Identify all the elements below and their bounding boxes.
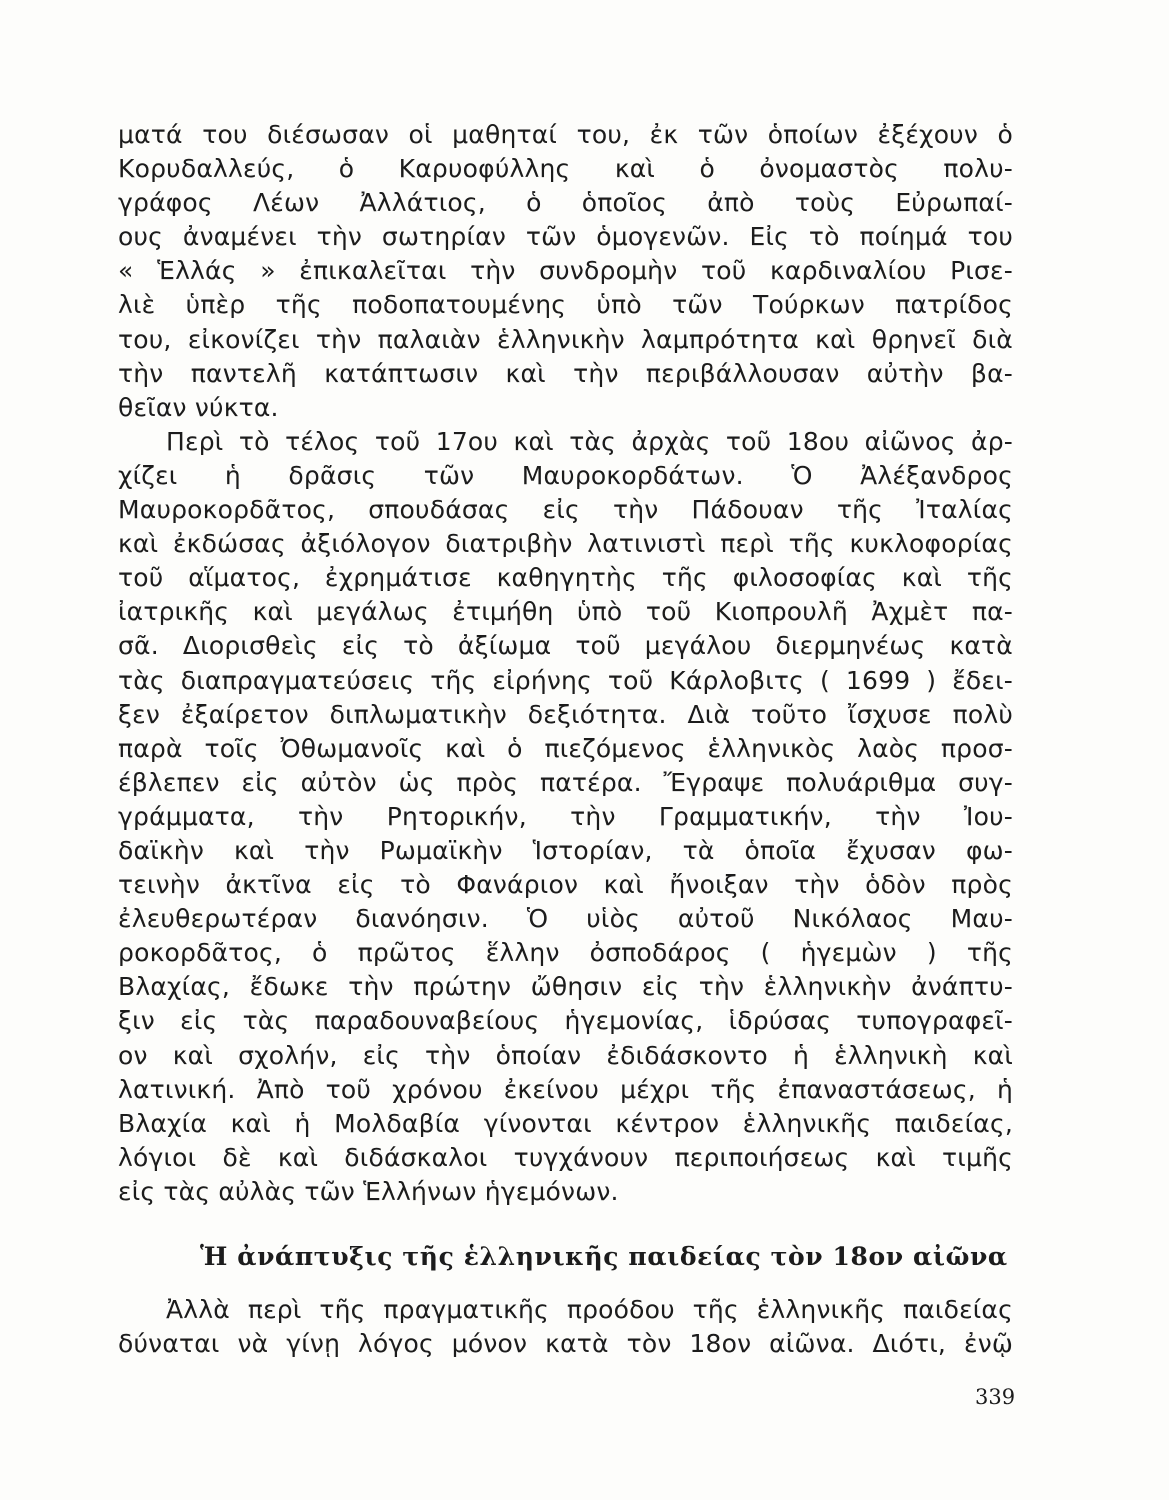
section-heading: Ἡ ἀνάπτυξις τῆς ἑλληνικῆς παιδείας τὸν 18ον αἰῶνα <box>200 1242 1008 1271</box>
text-line: λόγιοι δὲ καὶ διδάσκαλοι τυγχάνουν περιποιήσεως καὶ τιμῆς <box>118 1142 1013 1172</box>
text-line: σᾶ. Διορισθεὶς εἰς τὸ ἀξίωμα τοῦ μεγάλου διερμηνέως κατὰ <box>118 631 1013 661</box>
text-line: τεινὴν ἀκτῖνα εἰς τὸ Φανάριον καὶ ἤνοιξαν τὴν ὁδὸν πρὸς <box>118 870 1013 900</box>
text-line: ους ἀναμένει τὴν σωτηρίαν τῶν ὁμογενῶν. Εἰς τὸ ποίημά του <box>118 222 1013 252</box>
text-line: « Ἑλλάς » ἐπικαλεῖται τὴν συνδρομὴν τοῦ καρδιναλίου Ρισε- <box>118 256 1013 286</box>
text-line: τὰς διαπραγματεύσεις τῆς εἰρήνης τοῦ Κάρλοβιτς ( 1699 ) ἔδει- <box>118 665 1013 695</box>
page-number: 339 <box>975 1385 1016 1409</box>
text-line: γράφος Λέων Ἀλλάτιος, ὁ ὁποῖος ἀπὸ τοὺς Εὐρωπαί- <box>118 188 1013 218</box>
text-line: τοῦ αἵματος, ἐχρημάτισε καθηγητὴς τῆς φιλοσοφίας καὶ τῆς <box>118 563 1013 593</box>
text-line: γράμματα, τὴν Ρητορικήν, τὴν Γραμματικήν, τὴν Ἰου- <box>118 801 1013 831</box>
text-line: Βλαχία καὶ ἡ Μολδαβία γίνονται κέντρον ἑλληνικῆς παιδείας, <box>118 1108 1013 1138</box>
text-line: ἰατρικῆς καὶ μεγάλως ἐτιμήθη ὑπὸ τοῦ Κιοπρουλῆ Ἀχμὲτ πα- <box>118 597 1013 627</box>
text-line: Κορυδαλλεύς, ὁ Καρυοφύλλης καὶ ὁ ὀνομαστὸς πολυ- <box>118 154 1013 184</box>
text-line: ροκορδᾶτος, ὁ πρῶτος ἕλλην ὀσποδάρος ( ἡγεμὼν ) τῆς <box>118 938 1013 968</box>
text-line: θεῖαν νύκτα. <box>118 392 279 422</box>
text-line: εἰς τὰς αὐλὰς τῶν Ἑλλήνων ἡγεμόνων. <box>118 1176 619 1206</box>
text-line: καὶ ἐκδώσας ἀξιόλογον διατριβὴν λατινιστὶ περὶ τῆς κυκλοφορίας <box>118 529 1013 559</box>
text-line: Μαυροκορδᾶτος, σπουδάσας εἰς τὴν Πάδουαν τῆς Ἰταλίας <box>118 495 1013 525</box>
section-text <box>118 1293 1013 1361</box>
text-line: έβλεπεν εἰς αὐτὸν ὡς πρὸς πατέρα. Ἔγραψε πολυάριθμα συγ- <box>118 767 1013 797</box>
text-line: τὴν παντελῆ κατάπτωσιν καὶ τὴν περιβάλλουσαν αὐτὴν βα- <box>118 358 1013 388</box>
text-line: του, εἰκονίζει τὴν παλαιὰν ἑλληνικὴν λαμπρότητα καὶ θρηνεῖ διὰ <box>118 324 1013 354</box>
text-line: δύναται νὰ γίνῃ λόγος μόνον κατὰ τὸν 18ον αἰῶνα. Διότι, ἐνῷ <box>118 1329 1013 1359</box>
text-line: ἐλευθερωτέραν διανόησιν. Ὁ υἱὸς αὐτοῦ Νικόλαος Μαυ- <box>118 904 1013 934</box>
text-line: Περὶ τὸ τέλος τοῦ 17ου καὶ τὰς ἀρχὰς τοῦ 18ου αἰῶνος ἀρ- <box>166 426 1013 456</box>
text-line: ξιν εἰς τὰς παραδουναβείους ἡγεμονίας, ἱδρύσας τυπογραφεῖ- <box>118 1006 1013 1036</box>
text-line: χίζει ἡ δρᾶσις τῶν Μαυροκορδάτων. Ὁ Ἀλέξανδρος <box>118 460 1013 490</box>
text-line: δαϊκὴν καὶ τὴν Ρωμαϊκὴν Ἱστορίαν, τὰ ὁποῖα ἔχυσαν φω- <box>118 835 1013 865</box>
text-line: ξεν ἐξαίρετον διπλωματικὴν δεξιότητα. Διὰ τοῦτο ἴσχυσε πολὺ <box>118 699 1013 729</box>
body-text <box>118 118 1013 1209</box>
text-line: Βλαχίας, ἔδωκε τὴν πρώτην ὤθησιν εἰς τὴν ἑλληνικὴν ἀνάπτυ- <box>118 972 1013 1002</box>
text-line: Ἀλλὰ περὶ τῆς πραγματικῆς προόδου τῆς ἑλληνικῆς παιδείας <box>166 1295 1013 1324</box>
text-line: ματά του διέσωσαν οἱ μαθηταί του, ἐκ τῶν ὁποίων ἐξέχουν ὁ <box>118 120 1013 149</box>
text-line: ον καὶ σχολήν, εἰς τὴν ὁποίαν ἐδιδάσκοντο ἡ ἑλληνικὴ καὶ <box>118 1040 1013 1070</box>
text-line: λατινική. Ἀπὸ τοῦ χρόνου ἐκείνου μέχρι τῆς ἐπαναστάσεως, ἡ <box>118 1074 1013 1104</box>
text-line: λιὲ ὑπὲρ τῆς ποδοπατουμένης ὑπὸ τῶν Τούρκων πατρίδος <box>118 290 1013 320</box>
text-line: παρὰ τοῖς Ὀθωμανοῖς καὶ ὁ πιεζόμενος ἑλληνικὸς λαὸς προσ- <box>118 733 1013 763</box>
